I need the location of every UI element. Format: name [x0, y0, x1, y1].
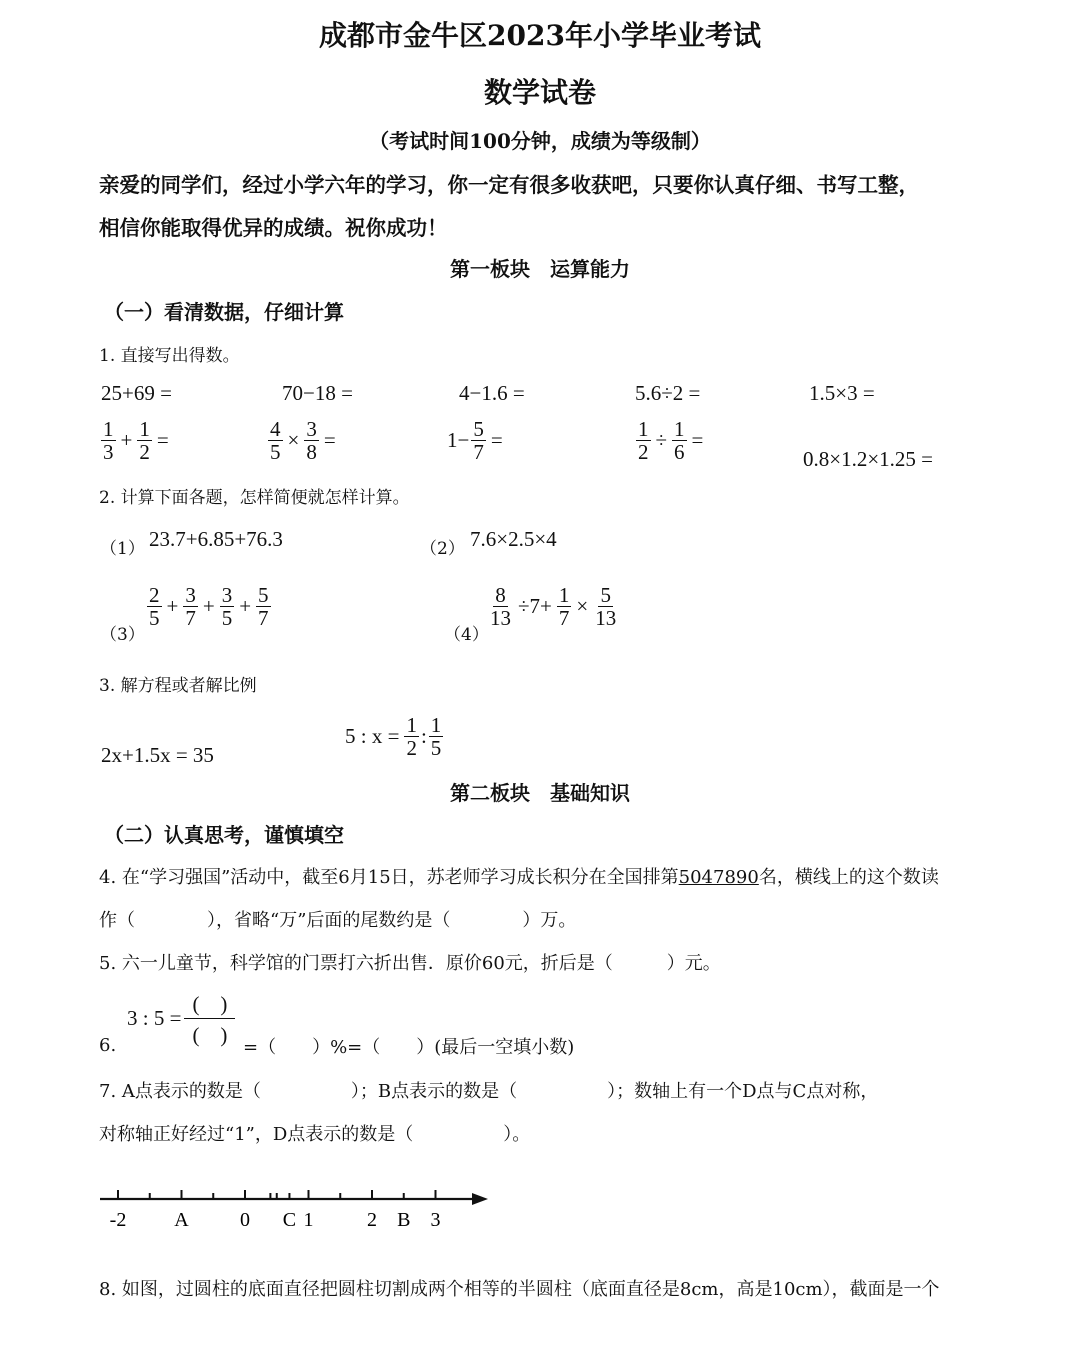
intro-line-2: 相信你能取得优异的成绩。祝你成功！ [99, 216, 448, 240]
section2-heading: 第二板块 基础知识 [450, 781, 630, 805]
q5-text: 5. 六一儿童节，科学馆的门票打六折出售．原价60元，折后是（ ）元。 [99, 953, 721, 974]
q1-fraction-1: $\frac{1}{3}$ + $\frac{1}{2}$ = [103, 417, 169, 465]
number-line-label--2: -2 [109, 1209, 127, 1231]
intro-line-1: 亲爱的同学们，经过小学六年的学习，你一定有很多收获吧，只要你认真仔细、书写工整， [99, 173, 919, 197]
q2-label-3: （3） [100, 625, 145, 645]
q7-line-2: 对称轴正好经过“1”，D点表示的数是（ ）。 [99, 1124, 531, 1145]
q1-item-decimal: 0.8×1.2×1.25 = [803, 447, 934, 471]
number-line-arrow [472, 1193, 488, 1205]
q1-item-3: 4−1.6 = [459, 381, 525, 405]
exam-note: （考试时间100分钟，成绩为等级制） [369, 129, 711, 153]
q2-expr-4: $\frac{8}{13}$ ÷7+ $\frac{1}{7}$ × $\frac{5}{13}$ [490, 583, 617, 631]
number-line-label-C: C [282, 1209, 297, 1231]
number-line-label-A: A [174, 1209, 189, 1231]
number-line-label-1: 1 [303, 1209, 314, 1231]
q3-proportion: 5 : x = $\frac{1}{2}$ : $\frac{1}{5}$ [345, 713, 442, 761]
q7-line-1: 7. A点表示的数是（ ）；B点表示的数是（ ）；数轴上有一个D点与C点对称， [99, 1081, 879, 1102]
q1-item-5: 1.5×3 = [809, 381, 875, 405]
q1-prompt: 1. 直接写出得数。 [99, 346, 240, 366]
q2-prompt: 2. 计算下面各题，怎样简便就怎样计算。 [99, 488, 410, 508]
q8-text: 8. 如图，过圆柱的底面直径把圆柱切割成两个相等的半圆柱（底面直径是8cm，高是10cm），截面是一个 [99, 1279, 940, 1300]
exam-title: 成都市金牛区2023年小学毕业考试 [319, 19, 761, 52]
q6-tail: =（ ）%=（ ）(最后一空填小数) [243, 1037, 575, 1058]
q1-item-4: 5.6÷2 = [635, 381, 701, 405]
q2-label-1: （1） [100, 539, 145, 559]
q2-expr-2: 7.6×2.5×4 [470, 527, 557, 551]
section1-subheading: （一）看清数据，仔细计算 [104, 300, 344, 324]
number-line [90, 1178, 500, 1238]
q6-expression: 3 : 5 = $\frac{( )}{( )}$ [124, 988, 235, 1049]
q1-fraction-4: $\frac{1}{2}$ ÷ $\frac{1}{6}$ = [638, 417, 704, 465]
number-line-label-B: B [397, 1209, 411, 1231]
q2-label-2: （2） [420, 539, 465, 559]
q4-line-1: 4. 在“学习强国”活动中，截至6月15日，苏老师学习成长积分在全国排第5047890名，横线上的这个数读 [99, 867, 939, 888]
q3-equation: 2x+1.5x = 35 [101, 743, 214, 767]
q2-expr-1: 23.7+6.85+76.3 [149, 527, 283, 551]
q6-label: 6. [99, 1035, 117, 1056]
q1-fraction-2: $\frac{4}{5}$ × $\frac{3}{8}$ = [270, 417, 336, 465]
q2-label-4: （4） [444, 625, 489, 645]
exam-subtitle: 数学试卷 [483, 76, 596, 109]
q1-fraction-3: 1− $\frac{5}{7}$ = [447, 417, 503, 465]
number-line-label-0: 0 [240, 1209, 250, 1231]
q4-line-2: 作（ ），省略“万”后面的尾数约是（ ）万。 [99, 910, 577, 931]
q3-prompt: 3. 解方程或者解比例 [99, 676, 257, 696]
q1-item-1: 25+69 = [101, 381, 172, 405]
q4-underlined-number: 5047890 [678, 867, 759, 888]
number-line-label-2: 2 [367, 1209, 377, 1231]
q2-expr-3: $\frac{2}{5}$ + $\frac{3}{7}$ + $\frac{3}{5}$ + $\frac{5}{7}$ [149, 583, 269, 631]
q1-item-2: 70−18 = [282, 381, 353, 405]
section2-subheading: （二）认真思考，谨慎填空 [104, 823, 344, 847]
section1-heading: 第一板块 运算能力 [450, 257, 630, 281]
number-line-label-3: 3 [430, 1209, 441, 1231]
